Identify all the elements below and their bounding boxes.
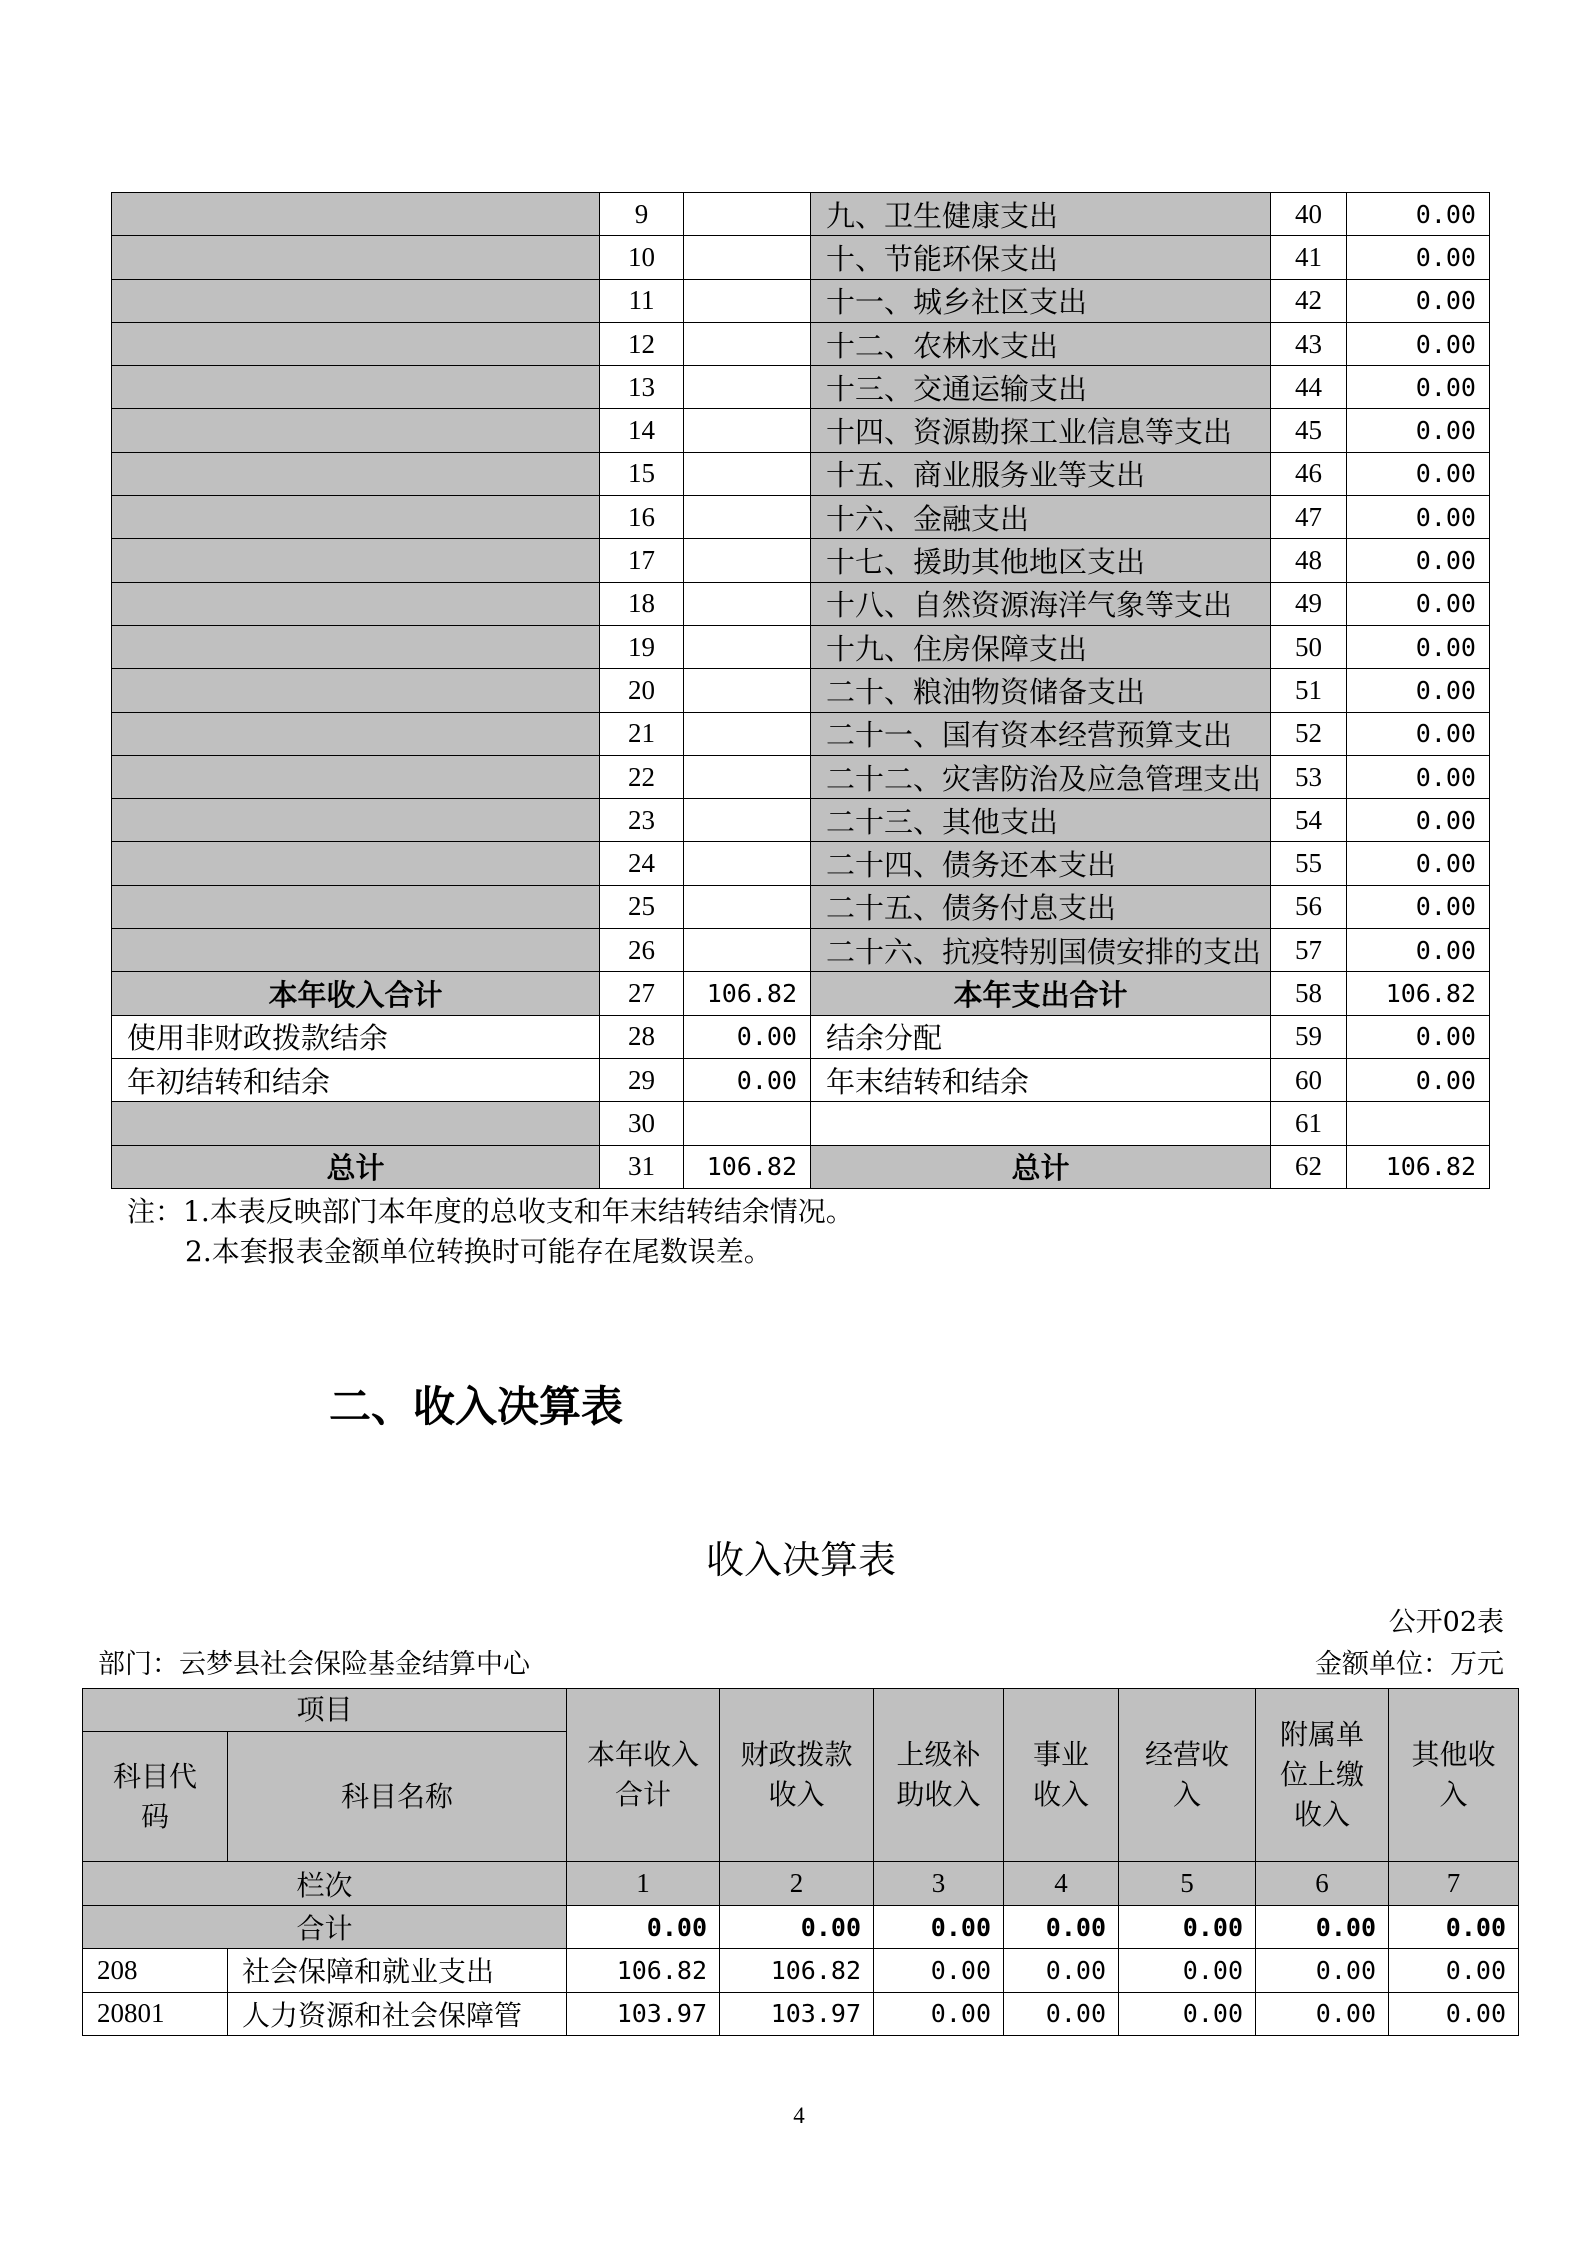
- income-table: [82, 1688, 1519, 2036]
- income-amount-cell: [684, 885, 811, 928]
- value-cell: 0.00: [1389, 1906, 1519, 1949]
- note-line-1: 注：1.本表反映部门本年度的总收支和年末结转结余情况。: [127, 1195, 854, 1228]
- income-item-cell: [112, 366, 600, 409]
- expense-line-no-cell: 48: [1271, 539, 1347, 582]
- header-other-income: 其他收 入: [1389, 1689, 1519, 1862]
- income-amount-cell: [684, 322, 811, 365]
- income-amount-cell: [684, 755, 811, 798]
- income-item-cell: [112, 842, 600, 885]
- income-line-no-cell: 12: [600, 322, 684, 365]
- income-amount-cell: [684, 929, 811, 972]
- expense-item-cell: 十五、商业服务业等支出: [811, 452, 1271, 495]
- expense-item-cell: 二十六、抗疫特别国债安排的支出: [811, 929, 1271, 972]
- income-amount-cell: 106.82: [684, 972, 811, 1015]
- value-cell: 0.00: [1004, 1949, 1119, 1993]
- expense-line-no-cell: 49: [1271, 582, 1347, 625]
- value-cell: 4: [1004, 1862, 1119, 1906]
- value-cell: 0.00: [874, 1906, 1004, 1949]
- value-cell: 103.97: [720, 1992, 874, 2036]
- expense-amount-cell: 0.00: [1347, 799, 1490, 842]
- note-line-2: 2.本套报表金额单位转换时可能存在尾数误差。: [185, 1235, 772, 1268]
- expense-line-no-cell: 60: [1271, 1058, 1347, 1101]
- expense-line-no-cell: 46: [1271, 452, 1347, 495]
- expense-amount-cell: 0.00: [1347, 539, 1490, 582]
- expense-line-no-cell: 54: [1271, 799, 1347, 842]
- income-amount-cell: [684, 193, 811, 236]
- expense-amount-cell: 0.00: [1347, 625, 1490, 668]
- value-cell: 2: [720, 1862, 874, 1906]
- income-item-cell: [112, 452, 600, 495]
- summary-row: [112, 712, 1490, 755]
- value-cell: 106.82: [720, 1949, 874, 1993]
- expense-amount-cell: 0.00: [1347, 582, 1490, 625]
- summary-row: [112, 1058, 1490, 1101]
- income-line-no-cell: 16: [600, 496, 684, 539]
- expense-amount-cell: 0.00: [1347, 409, 1490, 452]
- header-affiliated-unit-income: 附属单 位上缴 收入: [1256, 1689, 1389, 1862]
- income-amount-cell: [684, 625, 811, 668]
- expense-amount-cell: 0.00: [1347, 885, 1490, 928]
- expense-amount-cell: 106.82: [1347, 1145, 1490, 1188]
- expense-item-cell: 十二、农林水支出: [811, 322, 1271, 365]
- expense-line-no-cell: 45: [1271, 409, 1347, 452]
- income-table-header: [83, 1689, 1519, 1862]
- income-amount-cell: [684, 236, 811, 279]
- summary-row: [112, 1102, 1490, 1145]
- income-line-no-cell: 11: [600, 279, 684, 322]
- income-item-cell: [112, 755, 600, 798]
- summary-row: [112, 625, 1490, 668]
- income-line-no-cell: 18: [600, 582, 684, 625]
- expense-amount-cell: 0.00: [1347, 193, 1490, 236]
- value-cell: 7: [1389, 1862, 1519, 1906]
- summary-row: [112, 366, 1490, 409]
- expense-item-cell: 十四、资源勘探工业信息等支出: [811, 409, 1271, 452]
- summary-table-body: [112, 193, 1490, 1189]
- expense-item-cell: 总计: [811, 1145, 1271, 1188]
- expense-line-no-cell: 40: [1271, 193, 1347, 236]
- income-item-cell: [112, 236, 600, 279]
- summary-row: [112, 799, 1490, 842]
- income-item-cell: 年初结转和结余: [112, 1058, 600, 1101]
- summary-row: [112, 755, 1490, 798]
- income-line-no-cell: 24: [600, 842, 684, 885]
- expense-item-cell: 二十一、国有资本经营预算支出: [811, 712, 1271, 755]
- expense-line-no-cell: 62: [1271, 1145, 1347, 1188]
- expense-amount-cell: 0.00: [1347, 279, 1490, 322]
- income-item-cell: [112, 539, 600, 582]
- income-row: [83, 1992, 1519, 2036]
- expense-line-no-cell: 61: [1271, 1102, 1347, 1145]
- expense-amount-cell: 0.00: [1347, 452, 1490, 495]
- value-cell: 103.97: [567, 1992, 720, 2036]
- income-row: [83, 1949, 1519, 1993]
- column-index-row: [83, 1862, 1519, 1906]
- value-cell: 0.00: [567, 1906, 720, 1949]
- expense-line-no-cell: 52: [1271, 712, 1347, 755]
- expense-item-cell: 十七、援助其他地区支出: [811, 539, 1271, 582]
- income-item-cell: [112, 885, 600, 928]
- amount-unit-label: 金额单位：万元: [1315, 1649, 1504, 1680]
- expense-line-no-cell: 55: [1271, 842, 1347, 885]
- form-number: 公开02表: [1388, 1607, 1504, 1638]
- expense-line-no-cell: 43: [1271, 322, 1347, 365]
- income-line-no-cell: 22: [600, 755, 684, 798]
- income-amount-cell: [684, 1102, 811, 1145]
- income-line-no-cell: 29: [600, 1058, 684, 1101]
- summary-table: [111, 192, 1490, 1189]
- summary-row: [112, 193, 1490, 236]
- income-line-no-cell: 19: [600, 625, 684, 668]
- income-item-cell: 使用非财政拨款结余: [112, 1015, 600, 1058]
- expense-line-no-cell: 57: [1271, 929, 1347, 972]
- summary-row: [112, 669, 1490, 712]
- expense-item-cell: 十九、住房保障支出: [811, 625, 1271, 668]
- income-amount-cell: [684, 669, 811, 712]
- expense-amount-cell: 0.00: [1347, 755, 1490, 798]
- expense-item-cell: 本年支出合计: [811, 972, 1271, 1015]
- expense-amount-cell: 0.00: [1347, 496, 1490, 539]
- value-cell: 106.82: [567, 1949, 720, 1993]
- summary-row: [112, 929, 1490, 972]
- income-item-cell: 总计: [112, 1145, 600, 1188]
- income-item-cell: [112, 409, 600, 452]
- value-cell: 0.00: [1004, 1906, 1119, 1949]
- income-amount-cell: [684, 539, 811, 582]
- expense-amount-cell: 0.00: [1347, 929, 1490, 972]
- income-item-cell: [112, 929, 600, 972]
- column-index-row-label: 栏次: [83, 1862, 567, 1906]
- summary-row: [112, 539, 1490, 582]
- income-line-no-cell: 21: [600, 712, 684, 755]
- expense-item-cell: 十八、自然资源海洋气象等支出: [811, 582, 1271, 625]
- summary-row: [112, 236, 1490, 279]
- value-cell: 0.00: [1119, 1906, 1256, 1949]
- income-amount-cell: [684, 582, 811, 625]
- income-line-no-cell: 28: [600, 1015, 684, 1058]
- header-subject-code: 科目代 码: [83, 1732, 228, 1862]
- income-amount-cell: [684, 496, 811, 539]
- income-amount-cell: [684, 366, 811, 409]
- value-cell: 0.00: [720, 1906, 874, 1949]
- income-amount-cell: 0.00: [684, 1058, 811, 1101]
- income-line-no-cell: 27: [600, 972, 684, 1015]
- value-cell: 0.00: [1119, 1992, 1256, 2036]
- header-business-income: 事业 收入: [1004, 1689, 1119, 1862]
- income-item-cell: [112, 279, 600, 322]
- section-heading: 二、收入决算表: [329, 1382, 624, 1431]
- income-item-cell: [112, 1102, 600, 1145]
- summary-row: [112, 842, 1490, 885]
- income-amount-cell: [684, 799, 811, 842]
- income-line-no-cell: 23: [600, 799, 684, 842]
- expense-amount-cell: 0.00: [1347, 1015, 1490, 1058]
- expense-amount-cell: 0.00: [1347, 842, 1490, 885]
- expense-line-no-cell: 56: [1271, 885, 1347, 928]
- department-label: 部门：云梦县社会保险基金结算中心: [98, 1649, 530, 1680]
- header-superior-subsidy-income: 上级补 助收入: [874, 1689, 1004, 1862]
- expense-amount-cell: 0.00: [1347, 669, 1490, 712]
- value-cell: 0.00: [1389, 1992, 1519, 2036]
- summary-row: [112, 279, 1490, 322]
- income-line-no-cell: 14: [600, 409, 684, 452]
- income-item-cell: [112, 799, 600, 842]
- table-title: 收入决算表: [705, 1538, 896, 1582]
- expense-amount-cell: 0.00: [1347, 236, 1490, 279]
- expense-item-cell: 二十、粮油物资储备支出: [811, 669, 1271, 712]
- page-number: 4: [793, 2103, 805, 2128]
- income-amount-cell: [684, 279, 811, 322]
- summary-row: [112, 972, 1490, 1015]
- income-line-no-cell: 25: [600, 885, 684, 928]
- summary-row: [112, 1145, 1490, 1188]
- subject-code-cell: 20801: [83, 1992, 228, 2036]
- expense-amount-cell: 0.00: [1347, 1058, 1490, 1101]
- expense-line-no-cell: 59: [1271, 1015, 1347, 1058]
- income-line-no-cell: 15: [600, 452, 684, 495]
- expense-line-no-cell: 42: [1271, 279, 1347, 322]
- expense-item-cell: 九、卫生健康支出: [811, 193, 1271, 236]
- income-line-no-cell: 31: [600, 1145, 684, 1188]
- header-project: 项目: [83, 1689, 567, 1732]
- income-item-cell: [112, 322, 600, 365]
- income-line-no-cell: 26: [600, 929, 684, 972]
- income-line-no-cell: 9: [600, 193, 684, 236]
- expense-item-cell: 十三、交通运输支出: [811, 366, 1271, 409]
- income-line-no-cell: 13: [600, 366, 684, 409]
- expense-line-no-cell: 47: [1271, 496, 1347, 539]
- income-item-cell: [112, 625, 600, 668]
- expense-line-no-cell: 51: [1271, 669, 1347, 712]
- income-amount-cell: [684, 842, 811, 885]
- expense-amount-cell: 106.82: [1347, 972, 1490, 1015]
- income-item-cell: [112, 496, 600, 539]
- income-line-no-cell: 20: [600, 669, 684, 712]
- header-operating-income: 经营收 入: [1119, 1689, 1256, 1862]
- summary-row: [112, 452, 1490, 495]
- value-cell: 0.00: [874, 1992, 1004, 2036]
- income-item-cell: [112, 582, 600, 625]
- income-line-no-cell: 10: [600, 236, 684, 279]
- expense-amount-cell: 0.00: [1347, 322, 1490, 365]
- subject-name-cell: 人力资源和社会保障管: [228, 1992, 567, 2036]
- income-table-body: [83, 1862, 1519, 2036]
- income-item-cell: [112, 669, 600, 712]
- expense-item-cell: 二十二、灾害防治及应急管理支出: [811, 755, 1271, 798]
- expense-line-no-cell: 50: [1271, 625, 1347, 668]
- summary-row: [112, 885, 1490, 928]
- expense-amount-cell: 0.00: [1347, 712, 1490, 755]
- expense-item-cell: 二十五、债务付息支出: [811, 885, 1271, 928]
- expense-amount-cell: 0.00: [1347, 366, 1490, 409]
- value-cell: 0.00: [1256, 1992, 1389, 2036]
- summary-row: [112, 322, 1490, 365]
- income-item-cell: 本年收入合计: [112, 972, 600, 1015]
- header-current-year-income-total: 本年收入 合计: [567, 1689, 720, 1862]
- value-cell: 0.00: [874, 1949, 1004, 1993]
- header-fiscal-appropriation-income: 财政拨款 收入: [720, 1689, 874, 1862]
- value-cell: 0.00: [1256, 1949, 1389, 1993]
- expense-line-no-cell: 53: [1271, 755, 1347, 798]
- income-amount-cell: [684, 409, 811, 452]
- value-cell: 6: [1256, 1862, 1389, 1906]
- expense-amount-cell: [1347, 1102, 1490, 1145]
- value-cell: 1: [567, 1862, 720, 1906]
- summary-row: [112, 1015, 1490, 1058]
- expense-line-no-cell: 44: [1271, 366, 1347, 409]
- value-cell: 3: [874, 1862, 1004, 1906]
- income-line-no-cell: 30: [600, 1102, 684, 1145]
- subject-name-cell: 社会保障和就业支出: [228, 1949, 567, 1993]
- header-row-1: [83, 1689, 1519, 1732]
- expense-line-no-cell: 41: [1271, 236, 1347, 279]
- expense-item-cell: 二十三、其他支出: [811, 799, 1271, 842]
- income-amount-cell: [684, 452, 811, 495]
- expense-line-no-cell: 58: [1271, 972, 1347, 1015]
- income-item-cell: [112, 193, 600, 236]
- subject-code-cell: 208: [83, 1949, 228, 1993]
- total-row: [83, 1906, 1519, 1949]
- expense-item-cell: [811, 1102, 1271, 1145]
- income-amount-cell: [684, 712, 811, 755]
- income-line-no-cell: 17: [600, 539, 684, 582]
- header-subject-name: 科目名称: [228, 1732, 567, 1862]
- value-cell: 0.00: [1004, 1992, 1119, 2036]
- expense-item-cell: 二十四、债务还本支出: [811, 842, 1271, 885]
- income-item-cell: [112, 712, 600, 755]
- summary-row: [112, 496, 1490, 539]
- summary-row: [112, 582, 1490, 625]
- expense-item-cell: 十六、金融支出: [811, 496, 1271, 539]
- income-amount-cell: 0.00: [684, 1015, 811, 1058]
- expense-item-cell: 结余分配: [811, 1015, 1271, 1058]
- value-cell: 0.00: [1389, 1949, 1519, 1993]
- total-row-label: 合计: [83, 1906, 567, 1949]
- value-cell: 5: [1119, 1862, 1256, 1906]
- value-cell: 0.00: [1256, 1906, 1389, 1949]
- income-amount-cell: 106.82: [684, 1145, 811, 1188]
- summary-row: [112, 409, 1490, 452]
- expense-item-cell: 十、节能环保支出: [811, 236, 1271, 279]
- expense-item-cell: 年末结转和结余: [811, 1058, 1271, 1101]
- value-cell: 0.00: [1119, 1949, 1256, 1993]
- expense-item-cell: 十一、城乡社区支出: [811, 279, 1271, 322]
